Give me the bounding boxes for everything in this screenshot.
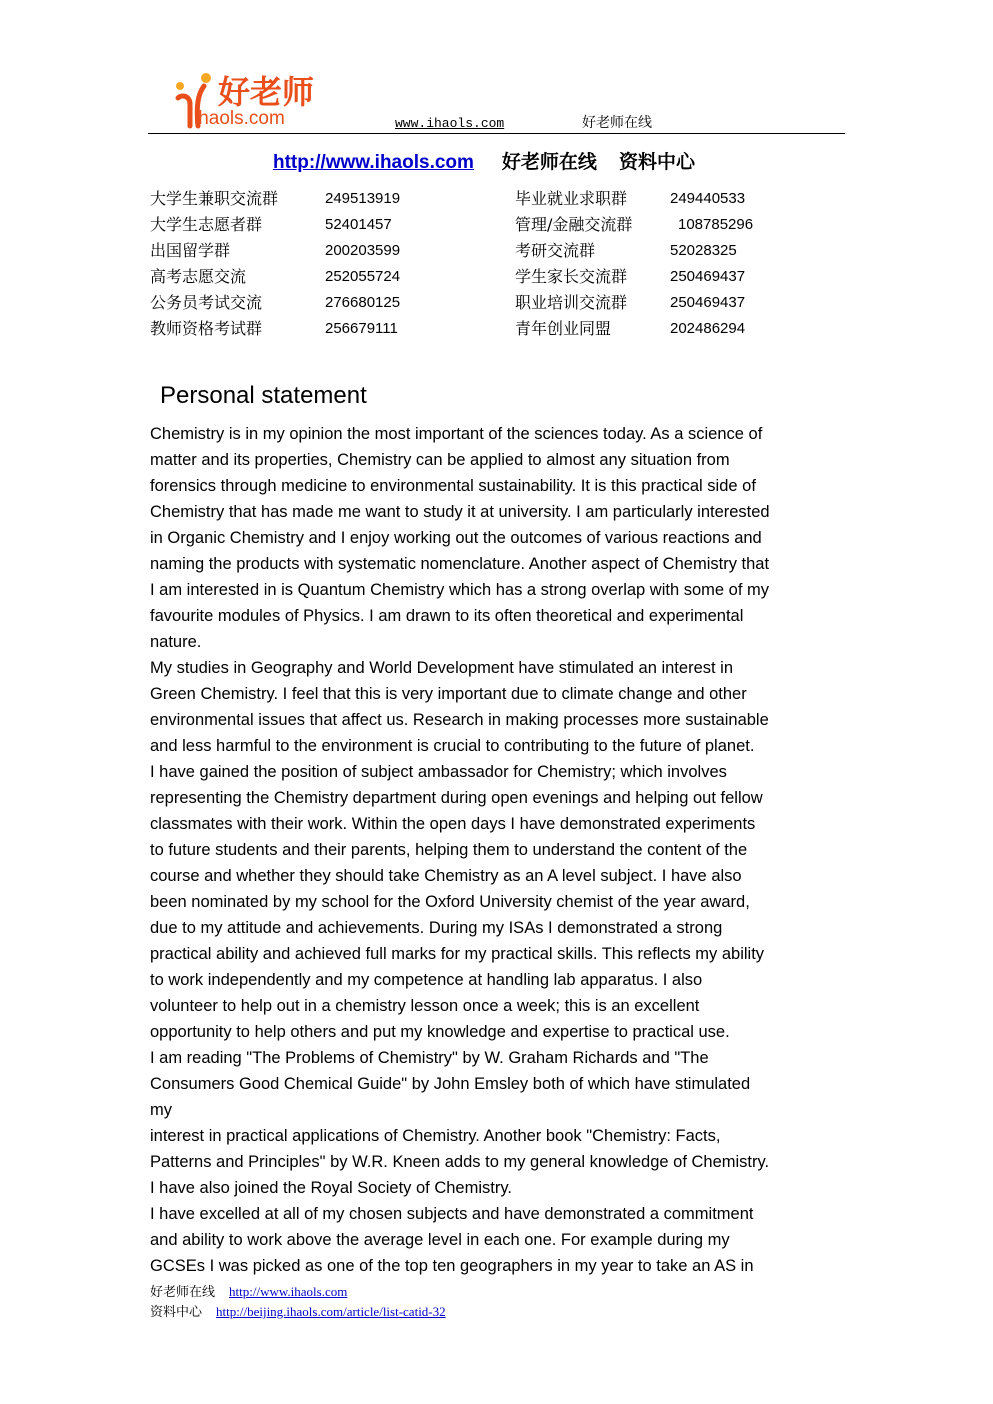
text-line: My studies in Geography and World Development have stimulated an interest in [150,659,734,677]
logo-chinese-text: 好老师 [218,73,315,111]
group-number: 52401457 [325,216,392,233]
text-line: volunteer to help out in a chemistry lesson once a week; this is an excellent [150,997,700,1015]
group-name: 出国留学群 [150,241,231,260]
text-line: Chemistry that has made me want to study it at university. I am particularly interested [150,503,770,521]
group-number: 52028325 [670,242,737,259]
group-name: 大学生志愿者群 [150,215,263,234]
text-line: naming the products with systematic nomenclature. Another aspect of Chemistry that [150,555,770,573]
title-site-name: 好老师在线 [501,151,597,173]
text-line: to future students and their parents, helping them to understand the content of the [150,841,748,859]
text-line: representing the Chemistry department during open evenings and helping out fellow [150,789,763,807]
group-number: 256679111 [325,320,398,337]
text-line: GCSEs I was picked as one of the top ten geographers in my year to take an AS in [150,1257,754,1275]
header-divider [148,133,845,134]
footer-resource-link[interactable]: http://beijing.ihaols.com/article/list-catid-32 [216,1304,446,1319]
footer-site-label: 好老师在线 [150,1285,216,1300]
text-line: I am reading "The Problems of Chemistry" by W. Graham Richards and "The [150,1049,709,1067]
group-name: 职业培训交流群 [515,293,628,312]
group-number: 250469437 [670,294,746,311]
text-line: in Organic Chemistry and I enjoy working out the outcomes of various reactions and [150,529,762,547]
text-line: practical ability and achieved full marks for my practical skills. This reflects my ability [150,945,765,963]
group-number: 200203599 [325,242,401,259]
footer-line-1 [150,1282,446,1302]
text-line: my [150,1101,172,1119]
header-site-name: 好老师在线 [582,115,652,131]
text-line: I have excelled at all of my chosen subjects and have demonstrated a commitment [150,1205,754,1223]
text-line: environmental issues that affect us. Research in making processes more sustainable [150,711,769,729]
footer-site-link[interactable]: http://www.ihaols.com [229,1284,348,1299]
group-name: 教师资格考试群 [150,319,263,338]
title-resource-center: 资料中心 [618,151,695,173]
group-name: 毕业就业求职群 [515,189,628,208]
text-line: I have also joined the Royal Society of Chemistry. [150,1179,512,1197]
group-name: 青年创业同盟 [515,319,612,338]
group-name: 学生家长交流群 [515,267,628,286]
text-line: classmates with their work. Within the open days I have demonstrated experiments [150,815,756,833]
text-line: opportunity to help others and put my knowledge and expertise to practical use. [150,1023,730,1041]
group-name: 公务员考试交流 [150,293,263,312]
group-number: 108785296 [678,216,754,233]
page-title: Personal statement [160,382,367,409]
text-line: forensics through medicine to environmental sustainability. It is this practical side of [150,477,756,495]
text-line: to work independently and my competence at handling lab apparatus. I also [150,971,703,989]
header-url[interactable]: www.ihaols.com [395,116,505,131]
group-number: 249513919 [325,190,401,207]
text-line: I am interested in is Quantum Chemistry which has a strong overlap with some of my [150,581,769,599]
text-line: I have gained the position of subject ambassador for Chemistry; which involves [150,763,727,781]
title-line [273,150,695,175]
text-line: Patterns and Principles" by W.R. Kneen adds to my general knowledge of Chemistry. [150,1153,770,1171]
footer-line-2 [150,1302,446,1322]
text-line: matter and its properties, Chemistry can be applied to almost any situation from [150,451,730,469]
group-number: 249440533 [670,190,746,207]
text-line: due to my attitude and achievements. During my ISAs I demonstrated a strong [150,919,723,937]
text-line: interest in practical applications of Chemistry. Another book "Chemistry: Facts, [150,1127,721,1145]
logo-english-text: ihaols.com [194,108,285,129]
group-name: 高考志愿交流 [150,267,247,286]
text-line: Chemistry is in my opinion the most important of the sciences today. As a science of [150,425,763,443]
text-line: and less harmful to the environment is crucial to contributing to the future of planet. [150,737,755,755]
group-number: 252055724 [325,268,401,285]
text-line: Consumers Good Chemical Guide" by John Emsley both of which have stimulated [150,1075,751,1093]
group-number: 202486294 [670,320,746,337]
text-line: favourite modules of Physics. I am drawn to its often theoretical and experimental [150,607,744,625]
text-line: course and whether they should take Chemistry as an A level subject. I have also [150,867,742,885]
footer-resource-label: 资料中心 [150,1305,203,1320]
group-name: 大学生兼职交流群 [150,189,279,208]
group-name: 管理/金融交流群 [515,215,633,234]
text-line: Green Chemistry. I feel that this is very important due to climate change and other [150,685,747,703]
group-number: 250469437 [670,268,746,285]
footer [150,1282,446,1322]
group-name: 考研交流群 [515,241,596,260]
statement-body [150,421,850,1279]
text-line: and ability to work above the average level in each one. For example during my [150,1231,730,1249]
text-line: been nominated by my school for the Oxford University chemist of the year award, [150,893,750,911]
group-number: 276680125 [325,294,401,311]
title-link[interactable]: http://www.ihaols.com [273,152,474,173]
text-line: nature. [150,633,202,651]
